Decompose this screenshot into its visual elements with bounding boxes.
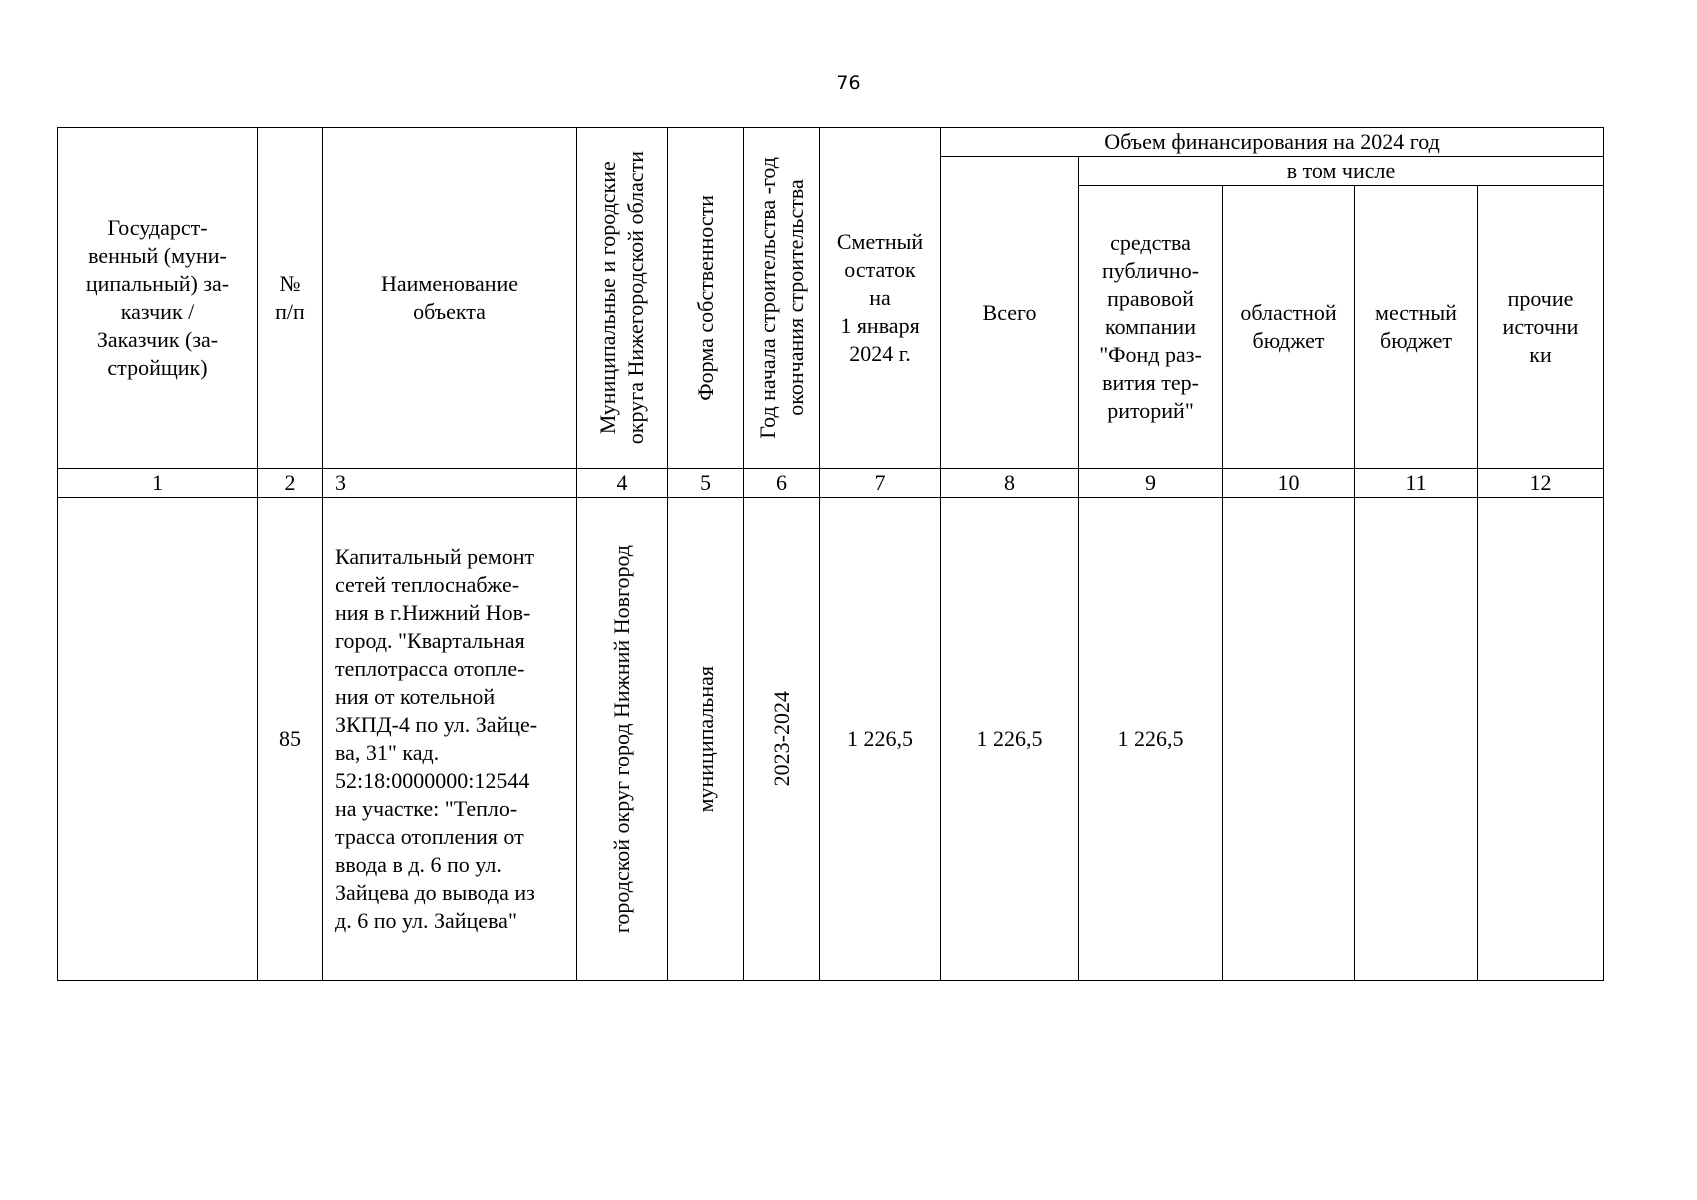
- cell-ownership-text: муниципальная: [692, 665, 718, 813]
- column-number: 3: [323, 469, 577, 498]
- header-local-text: местный бюджет: [1375, 300, 1457, 353]
- column-number: 11: [1355, 469, 1478, 498]
- header-regional-text: областной бюджет: [1240, 300, 1337, 353]
- header-row-1: [58, 128, 1604, 157]
- header-object-name: [323, 128, 577, 469]
- cell-regional: [1223, 498, 1355, 981]
- cell-other: [1478, 498, 1604, 981]
- header-funding-group: [941, 128, 1604, 157]
- column-number: 1: [58, 469, 258, 498]
- header-ownership: [668, 128, 744, 469]
- header-fund-text: средства публично- правовой компании "Фонд раз- вития тер- риторий": [1099, 230, 1202, 423]
- header-fund: [1079, 186, 1223, 469]
- column-number: 6: [744, 469, 820, 498]
- column-number: 10: [1223, 469, 1355, 498]
- cell-fund: 1 226,5: [1079, 498, 1223, 981]
- header-customer-text: Государст- венный (муни- ципальный) за- казчик / Заказчик (за- стройщик): [85, 215, 230, 380]
- header-funding-group-text: Объем финансирования на 2024 год: [1104, 129, 1440, 154]
- header-municipality-text: Муниципальные и городские округа Нижегородской области: [595, 151, 648, 445]
- header-number: [258, 128, 323, 469]
- header-including: [1079, 157, 1604, 186]
- header-number-text: № п/п: [275, 271, 305, 324]
- cell-object-name-text: Капитальный ремонт сетей теплоснабже- ния в г.Нижний Нов- город. "Квартальная теплотрасса отопле- ния от котельной ЗКПД-4 по ул. Зайце- ва, 31" кад. 52:18:0000000:12544 на участке: "Тепло- трасса отопления от ввода в д. 6 по ул. Зайцева до вывода из д. 6 по ул. Зайцева": [335, 544, 538, 933]
- column-number: 9: [1079, 469, 1223, 498]
- header-municipality: [577, 128, 668, 469]
- cell-ownership: [668, 498, 744, 981]
- page-number: 76: [836, 72, 861, 94]
- header-ownership-text: Форма собственности: [692, 195, 718, 401]
- cell-customer: [58, 498, 258, 981]
- cell-object-name: [323, 498, 577, 981]
- column-number-row: [58, 469, 1604, 498]
- header-estimate-balance-text: Сметный остаток на 1 января 2024 г.: [836, 229, 924, 366]
- header-including-text: в том числе: [1286, 158, 1396, 183]
- column-number: 8: [941, 469, 1079, 498]
- cell-municipality: [577, 498, 668, 981]
- column-number: 2: [258, 469, 323, 498]
- header-years-text: Год начала строительства -год окончания строительства: [754, 157, 808, 439]
- column-number: 5: [668, 469, 744, 498]
- header-local: [1355, 186, 1478, 469]
- cell-estimate-balance: 1 226,5: [820, 498, 941, 981]
- header-regional: [1223, 186, 1355, 469]
- header-customer: [58, 128, 258, 469]
- header-other: [1478, 186, 1604, 469]
- column-number: 4: [577, 469, 668, 498]
- cell-municipality-text: городской округ город Нижний Новгород: [609, 544, 634, 934]
- header-years: [744, 128, 820, 469]
- column-number: 12: [1478, 469, 1604, 498]
- financing-table: [57, 127, 1604, 981]
- cell-number: 85: [258, 498, 323, 981]
- cell-local: [1355, 498, 1478, 981]
- header-estimate-balance: [820, 128, 941, 469]
- header-total-text: Всего: [982, 299, 1037, 325]
- cell-total: 1 226,5: [941, 498, 1079, 981]
- cell-years: [744, 498, 820, 981]
- header-object-name-text: Наименование объекта: [380, 271, 519, 324]
- table-row: [58, 498, 1604, 981]
- column-number: 7: [820, 469, 941, 498]
- header-total: [941, 157, 1079, 469]
- header-other-text: прочие источни ки: [1502, 286, 1579, 367]
- cell-years-text: 2023-2024: [768, 691, 794, 787]
